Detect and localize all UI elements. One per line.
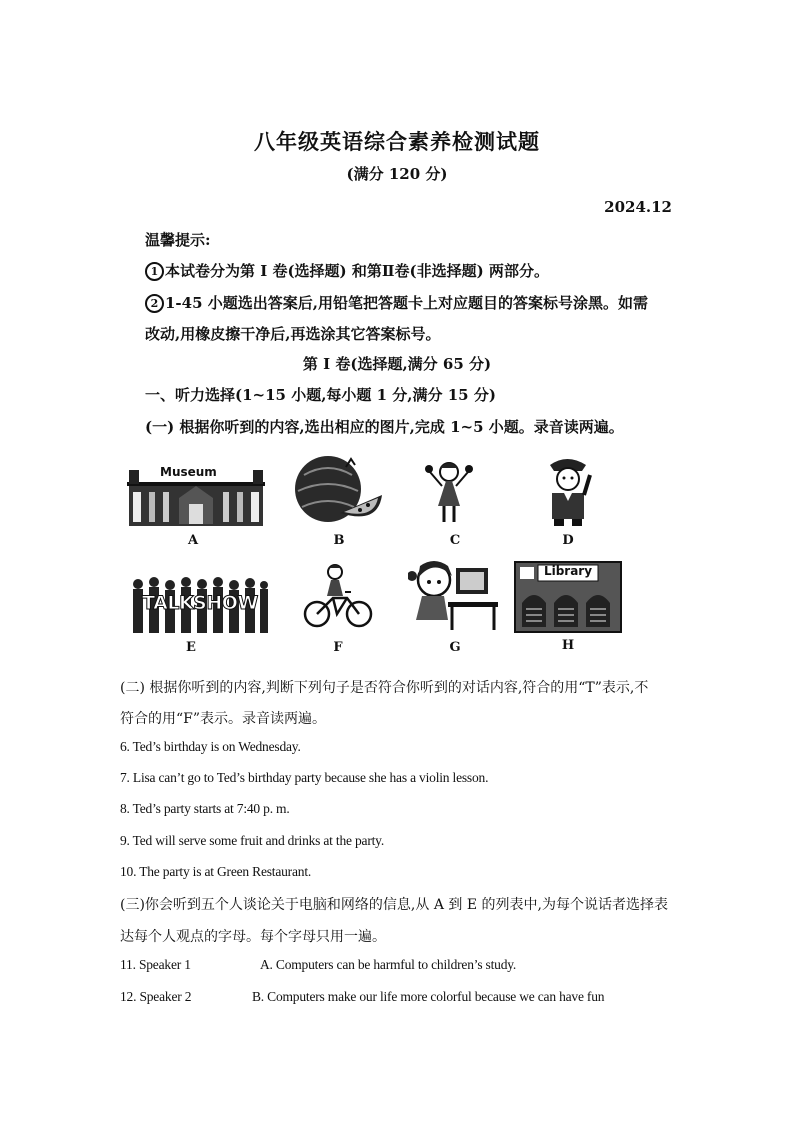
picture-label-h: H — [561, 638, 575, 653]
sub3-instruction-line1: (三)你会听到五个人谈论关于电脑和网络的信息,从 A 到 E 的列表中,为每个说话者选择表 — [120, 897, 668, 913]
picture-label-d: D — [562, 533, 574, 548]
picture-label-c: C — [449, 533, 461, 548]
picture-label-e: E — [186, 640, 196, 655]
question-6: 6. Ted’s birthday is on Wednesday. — [120, 739, 301, 754]
part1-heading: 第 I 卷(选择题,满分 65 分) — [302, 355, 492, 373]
question-8: 8. Ted’s party starts at 7:40 p. m. — [120, 801, 290, 816]
talkshow-text: TALKSHOW — [142, 592, 258, 614]
tips-item-1-text: 本试卷分为第 I 卷(选择题) 和第Ⅱ卷(非选择题) 两部分。 — [165, 262, 549, 280]
question-11-option: A. Computers can be harmful to children’s study. — [260, 957, 517, 972]
page-title: 八年级英语综合素养检测试题 — [254, 129, 540, 154]
watermelon-picture — [290, 455, 385, 527]
museum-text: Museum — [160, 465, 217, 479]
cheering-girl-picture — [424, 458, 474, 526]
tips-item-1 — [145, 260, 549, 281]
tips-item-2 — [145, 292, 648, 313]
cyclist-picture — [303, 562, 373, 630]
sub2-instruction-line1: (二) 根据你听到的内容,判断下列句子是否符合你听到的对话内容,符合的用“T”表示,不 — [120, 680, 649, 696]
tips-heading: 温馨提示: — [145, 231, 211, 249]
question-12-speaker: 12. Speaker 2 — [120, 989, 192, 1004]
circled-number-2: 2 — [145, 294, 164, 313]
picture-label-a: A — [187, 533, 199, 548]
section1-heading: 一、听力选择(1~15 小题,每小题 1 分,满分 15 分) — [145, 386, 496, 404]
question-12-option: B. Computers make our life more colorful because we can have fun — [252, 989, 605, 1004]
circled-number-1: 1 — [145, 262, 164, 281]
question-10: 10. The party is at Green Restaurant. — [120, 864, 312, 879]
exam-date: 2024.12 — [604, 198, 672, 216]
tips-item-2-line2: 改动,用橡皮擦干净后,再选涂其它答案标号。 — [145, 325, 441, 343]
page-subtitle: (满分 120 分) — [346, 165, 448, 183]
sub2-instruction-line2: 符合的用“F”表示。录音读两遍。 — [120, 711, 327, 727]
picture-label-g: G — [449, 640, 461, 655]
sub3-instruction-line2: 达每个人观点的字母。每个字母只用一遍。 — [120, 929, 386, 945]
question-7: 7. Lisa can’t go to Ted’s birthday party because she has a violin lesson. — [120, 770, 489, 785]
question-11-speaker: 11. Speaker 1 — [120, 957, 191, 972]
girl-computer-picture — [408, 558, 500, 632]
police-officer-picture — [540, 453, 595, 527]
question-9: 9. Ted will serve some fruit and drinks at the party. — [120, 833, 385, 848]
tips-item-2-text: 1-45 小题选出答案后,用铅笔把答题卡上对应题目的答案标号涂黑。如需 — [165, 294, 648, 312]
picture-label-b: B — [333, 533, 345, 548]
library-text: Library — [543, 564, 593, 578]
sub1-instruction: (一) 根据你听到的内容,选出相应的图片,完成 1~5 小题。录音读两遍。 — [145, 418, 624, 436]
picture-label-f: F — [333, 640, 343, 655]
